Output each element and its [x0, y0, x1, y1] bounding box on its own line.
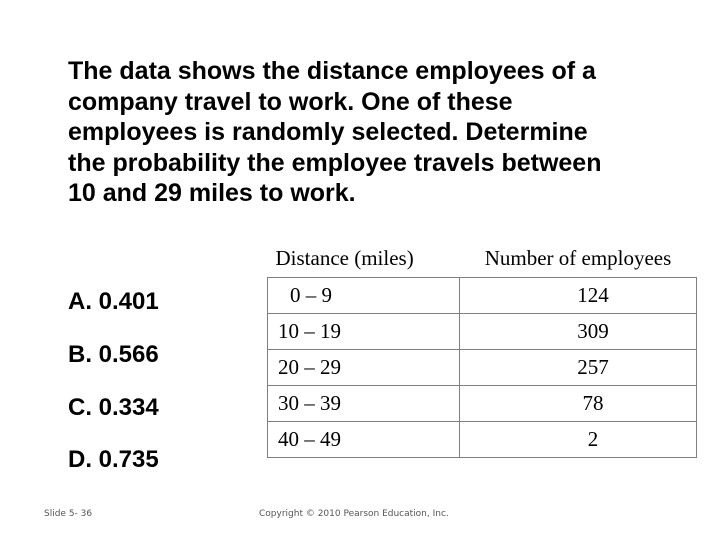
distance-cell: 30 – 39 [268, 386, 460, 422]
distance-table [267, 240, 697, 458]
slide-number: Slide 5- 36 [44, 509, 93, 519]
table-row [268, 278, 697, 314]
choice-b: B. 0.566 [68, 341, 159, 368]
choice-d: D. 0.735 [68, 446, 159, 473]
question-line: employees is randomly selected. Determine [68, 118, 588, 146]
question-line: The data shows the distance employees of a [68, 57, 596, 85]
header-employees: Number of employees [484, 246, 672, 270]
question-line: the probability the employee travels between [68, 148, 602, 177]
question-line: company travel to work. One of these [68, 87, 513, 116]
copyright: Copyright © 2010 Pearson Education, Inc. [259, 509, 449, 519]
header-distance: Distance (miles) [275, 246, 414, 270]
question-text [68, 56, 708, 209]
distance-cell: 20 – 29 [268, 350, 460, 386]
table-row [268, 314, 697, 350]
distance-cell: 0 – 9 [268, 278, 460, 314]
distance-cell: 40 – 49 [268, 422, 460, 458]
count-cell: 309 [460, 314, 697, 350]
count-cell: 257 [460, 350, 697, 386]
table-row [268, 386, 697, 422]
count-cell: 2 [460, 422, 697, 458]
distance-cell: 10 – 19 [268, 314, 460, 350]
choice-c: C. 0.334 [68, 394, 159, 421]
count-cell: 124 [460, 278, 697, 314]
question-line: 10 and 29 miles to work. [68, 179, 356, 207]
table-row [268, 350, 697, 386]
table-header-row [268, 240, 697, 278]
choice-a: A. 0.401 [68, 288, 159, 315]
count-cell: 78 [460, 386, 697, 422]
table-row [268, 422, 697, 458]
